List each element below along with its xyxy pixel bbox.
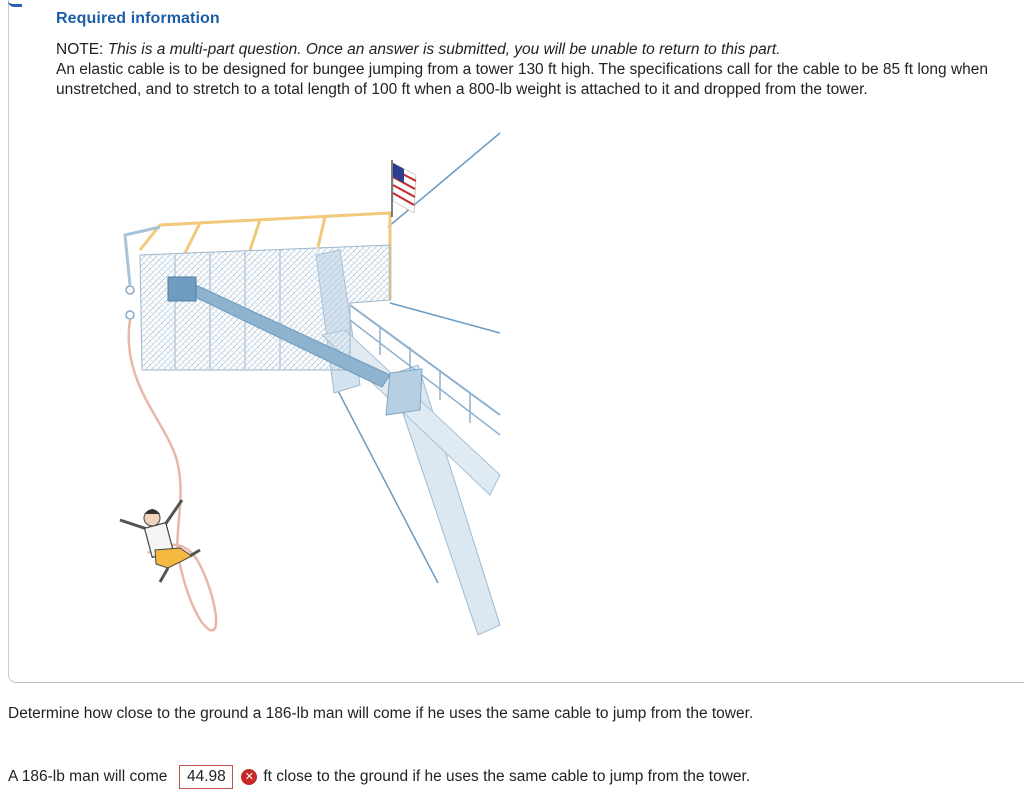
answer-row xyxy=(8,764,750,790)
x-circle-icon: ✕ xyxy=(241,769,257,785)
bungee-tower-figure xyxy=(60,125,510,645)
required-information-title: Required information xyxy=(56,10,220,27)
bungee-jumper xyxy=(120,500,200,582)
boom-mount xyxy=(168,277,196,301)
answer-suffix: ft close to the ground if he uses the same cable to jump from the tower. xyxy=(263,768,751,785)
note-italic-text: This is a multi-part question. Once an answer is submitted, you will be unable to return to this part. xyxy=(107,41,781,58)
answer-input[interactable]: 44.98 xyxy=(179,765,233,789)
note-block xyxy=(56,40,996,100)
note-label: NOTE: xyxy=(56,41,104,58)
panel-accent xyxy=(8,0,22,7)
answer-prefix: A 186-lb man will come xyxy=(8,768,168,785)
american-flag-icon xyxy=(393,163,416,213)
guy-wire-middle xyxy=(390,303,500,333)
question-text: Determine how close to the ground a 186-lb man will come if he uses the same cable to jump from the tower. xyxy=(8,705,754,722)
problem-statement: An elastic cable is to be designed for bungee jumping from a tower 130 ft high. The specifications call for the cable to be 85 ft long when unstretched, and to stretch to a total length of 100 ft when a 800-lb weight is attached to it and dropped from the tower. xyxy=(56,61,988,98)
